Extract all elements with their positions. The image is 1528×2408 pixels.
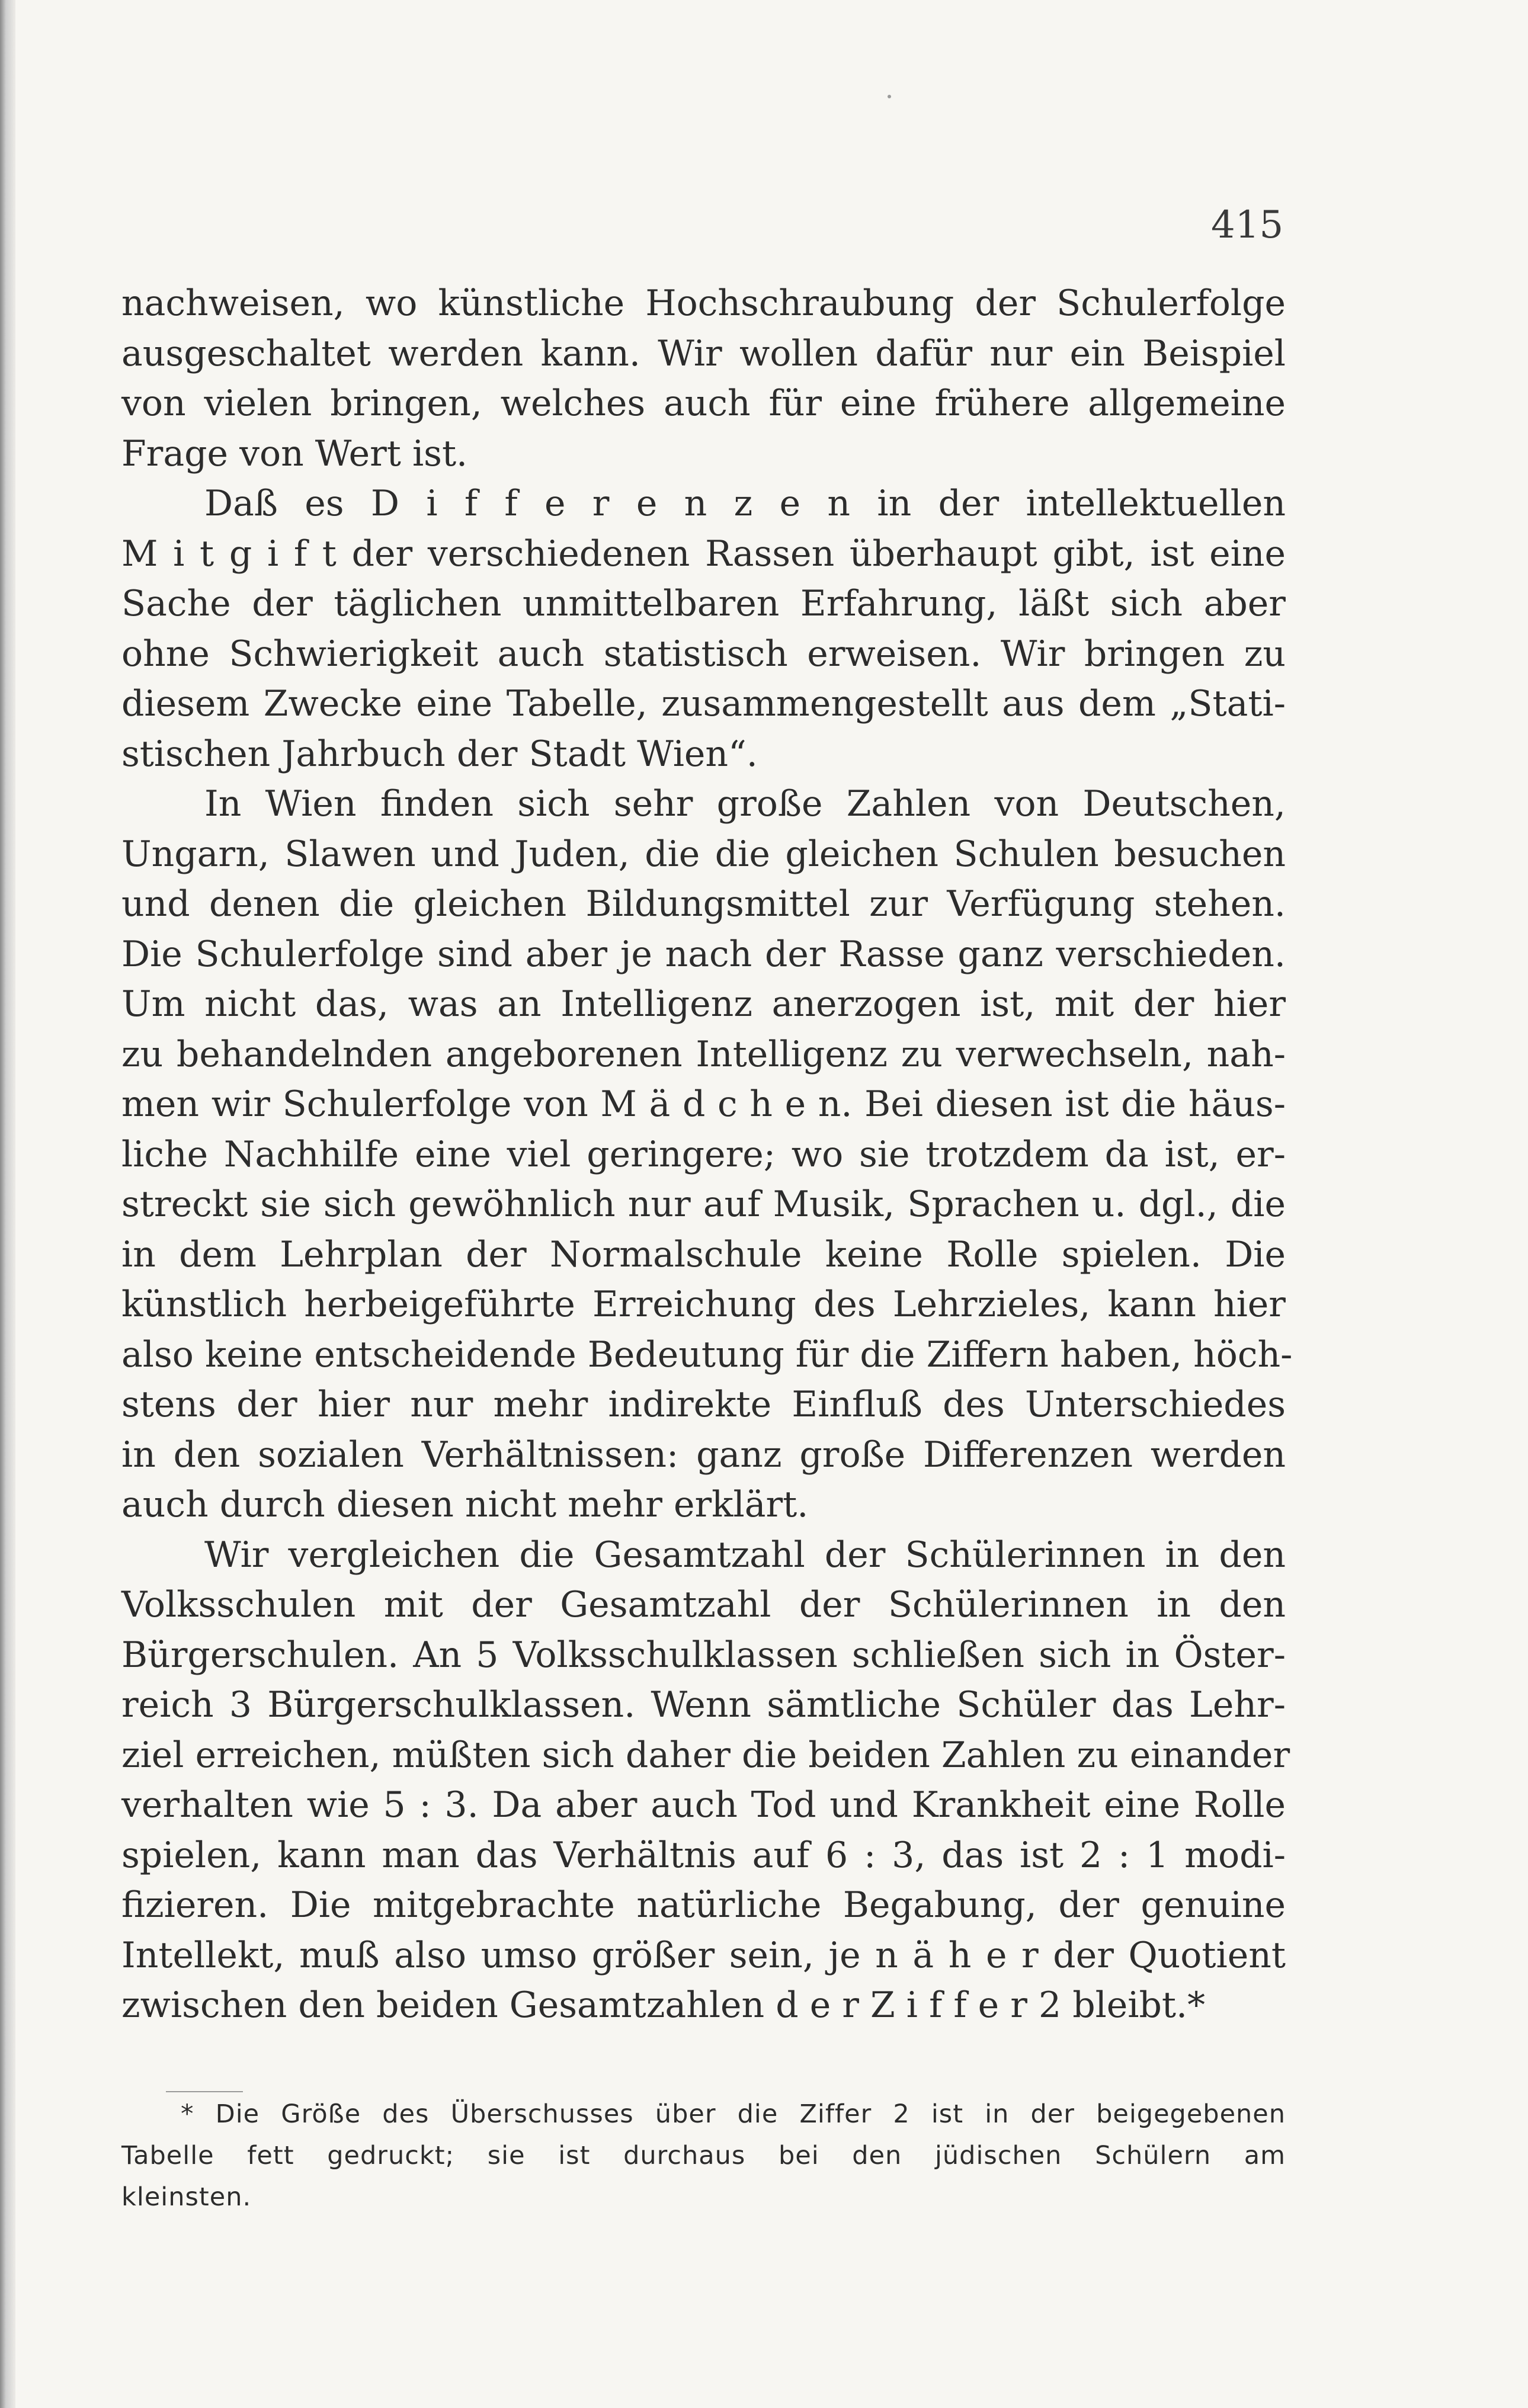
- footnote-line: Tabelle fett gedruckt; sie ist durchaus bei den jüdischen Schülern am: [121, 2141, 1286, 2170]
- text-line: und denen die gleichen Bildungsmittel zur Verfügung stehen.: [121, 883, 1286, 925]
- footnote: [121, 2093, 1286, 2218]
- text-line: streckt sie sich gewöhnlich nur auf Musik, Sprachen u. dgl., die: [121, 1184, 1286, 1225]
- text-line: auch durch diesen nicht mehr erklärt.: [121, 1484, 809, 1525]
- text-line: ziel erreichen, müßten sich daher die beiden Zahlen zu einander: [121, 1734, 1290, 1776]
- text-line: stischen Jahrbuch der Stadt Wien“.: [121, 733, 758, 775]
- page-number: 415: [1211, 203, 1284, 247]
- text-line: Daß es D i f f e r e n z e n in der intellektuellen: [204, 483, 1286, 524]
- text-line: nachweisen, wo künstliche Hochschraubung der Schulerfolge: [121, 283, 1286, 324]
- text-line: in dem Lehrplan der Normalschule keine Rolle spielen. Die: [121, 1233, 1286, 1275]
- text-line: zu behandelnden angeborenen Intelligenz zu verwechseln, nah-: [121, 1033, 1286, 1075]
- text-line: ohne Schwierigkeit auch statistisch erweisen. Wir bringen zu: [121, 633, 1286, 675]
- footnote-divider: [166, 2091, 243, 2092]
- text-line: Intellekt, muß also umso größer sein, je n ä h e r der Quotient: [121, 1934, 1286, 1976]
- text-line: Um nicht das, was an Intelligenz anerzogen ist, mit der hier: [121, 983, 1286, 1025]
- text-line: also keine entscheidende Bedeutung für die Ziffern haben, höch-: [121, 1333, 1293, 1375]
- scan-binding-edge: [0, 0, 15, 2408]
- text-line: men wir Schulerfolge von M ä d c h e n. Bei diesen ist die häus-: [121, 1083, 1286, 1125]
- text-line: M i t g i f t der verschiedenen Rassen überhaupt gibt, ist eine: [121, 533, 1286, 575]
- text-line: verhalten wie 5 : 3. Da aber auch Tod und Krankheit eine Rolle: [121, 1784, 1286, 1826]
- text-line: von vielen bringen, welches auch für eine frühere allgemeine: [121, 383, 1286, 424]
- text-line: Bürgerschulen. An 5 Volksschulklassen schließen sich in Öster-: [121, 1634, 1286, 1676]
- text-line: in den sozialen Verhältnissen: ganz große Differenzen werden: [121, 1434, 1286, 1476]
- text-line: Frage von Wert ist.: [121, 432, 468, 474]
- text-line: Wir vergleichen die Gesamtzahl der Schülerinnen in den: [204, 1534, 1286, 1576]
- text-line: In Wien finden sich sehr große Zahlen von Deutschen,: [204, 783, 1286, 825]
- text-line: stens der hier nur mehr indirekte Einfluß des Unterschiedes: [121, 1384, 1286, 1425]
- text-line: diesem Zwecke eine Tabelle, zusammengestellt aus dem „Stati-: [121, 683, 1286, 724]
- text-line: Sache der täglichen unmittelbaren Erfahrung, läßt sich aber: [121, 583, 1286, 624]
- text-line: liche Nachhilfe eine viel geringere; wo sie trotzdem da ist, er-: [121, 1133, 1286, 1175]
- text-line: reich 3 Bürgerschulklassen. Wenn sämtliche Schüler das Lehr-: [121, 1684, 1286, 1726]
- text-line: Ungarn, Slawen und Juden, die die gleichen Schulen besuchen: [121, 833, 1286, 875]
- text-line: Die Schulerfolge sind aber je nach der Rasse ganz verschieden.: [121, 933, 1286, 975]
- body-text: [121, 278, 1293, 2031]
- text-line: zwischen den beiden Gesamtzahlen d e r Z i f f e r 2 bleibt.*: [121, 1984, 1206, 2026]
- footnote-line: * Die Größe des Überschusses über die Ziffer 2 ist in der beigegebenen: [181, 2099, 1286, 2129]
- footnote-line: kleinsten.: [121, 2182, 252, 2212]
- text-line: fizieren. Die mitgebrachte natürliche Begabung, der genuine: [121, 1884, 1286, 1926]
- text-line: Volksschulen mit der Gesamtzahl der Schülerinnen in den: [121, 1584, 1286, 1625]
- scan-speck: [888, 95, 891, 98]
- text-line: künstlich herbeigeführte Erreichung des Lehrzieles, kann hier: [121, 1284, 1286, 1325]
- text-line: ausgeschaltet werden kann. Wir wollen dafür nur ein Beispiel: [121, 332, 1286, 374]
- text-line: spielen, kann man das Verhältnis auf 6 : 3, das ist 2 : 1 modi-: [121, 1834, 1286, 1876]
